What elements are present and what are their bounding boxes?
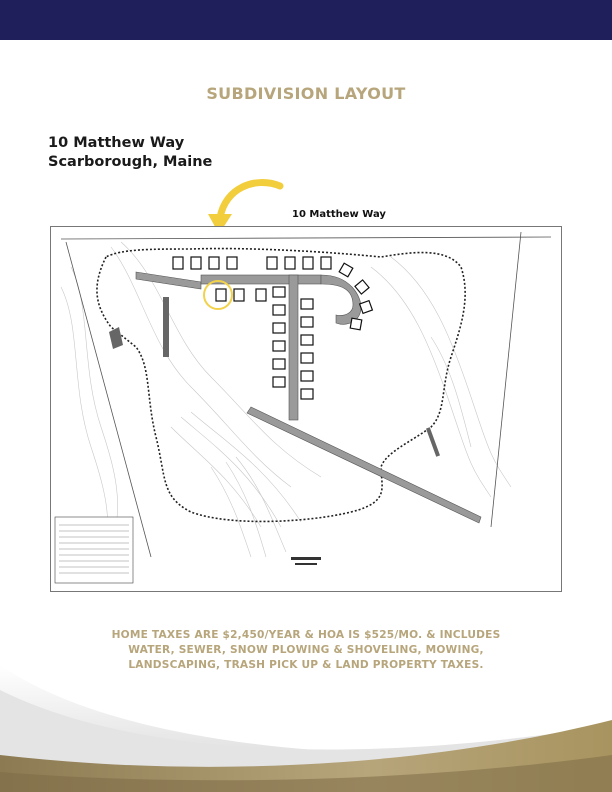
footer-swoosh (0, 660, 612, 792)
legend (55, 517, 133, 583)
tax-note-line-2: WATER, SEWER, SNOW PLOWING & SHOVELING, MOWING, (128, 644, 484, 656)
address-city: Scarborough, Maine (48, 154, 213, 170)
property-address (48, 134, 212, 172)
page-title: SUBDIVISION LAYOUT (206, 84, 406, 103)
site-plan-svg (51, 227, 561, 591)
header-bar (0, 0, 612, 40)
tax-note-line-3: LANDSCAPING, TRASH PICK UP & LAND PROPERTY TAXES. (128, 659, 484, 671)
scale-bar (291, 557, 321, 565)
tax-note-line-1: HOME TAXES ARE $2,450/YEAR & HOA IS $525/MO. & INCLUDES (111, 629, 501, 641)
site-plan-drawing (50, 226, 562, 592)
address-street: 10 Matthew Way (48, 135, 185, 151)
plan-label: 10 Matthew Way (292, 209, 386, 220)
